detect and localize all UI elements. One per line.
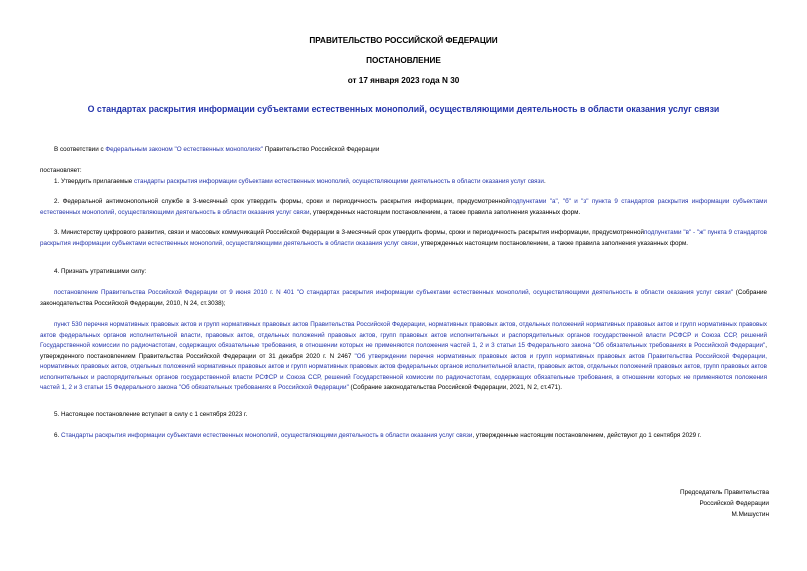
paragraph-2: [40, 197, 767, 218]
document-title: О стандартах раскрытия информации субъектами естественных монополий, осуществляющими деятельность в области оказания услуг связи: [87, 104, 720, 114]
link-standards[interactable]: стандарты раскрытия информации субъектами естественных монополий, осуществляющими деятельность в области оказания услуг связи: [134, 178, 544, 185]
p2-end: , утвержденных настоящим постановлением, а также правила заполнения указанных форм.: [309, 208, 581, 216]
p3-end: , утвержденных настоящим постановлением, а также правила заполнения указанных форм.: [417, 239, 689, 247]
link-subparagraphs-a-b-z[interactable]: подпунктами "а", "б" и "з" пункта 9 стандартов раскрытия информации субъектами естественных монополий, осуществляющими деятельность в области оказания услуг связи: [40, 198, 767, 216]
link-item-530[interactable]: пункт 530 перечня нормативных правовых актов и групп нормативных правовых актов Правительства Российской Федерации, нормативных правовых актов, отдельных положений нормативных правовых актов и групп нормативных правовых актов федеральных органов исполнительной власти, правовых актов, отдельных положений правовых актов, групп правовых актов исполнительных и распорядительных органов государственной власти РСФСР и Союза ССР, решений Государственной комиссии по радиочастотам, содержащих обязательные требования, в отношении которых не применяются положения частей 1, 2 и 3 статьи 15 Федерального закона "Об обязательных требованиях в Российской Федерации": [40, 321, 767, 349]
paragraph-1: [40, 177, 767, 188]
intro-text: В соответствии с: [54, 146, 106, 153]
link-resolution-2467[interactable]: "Об утверждении перечня нормативных правовых актов и групп нормативных правовых актов Правительства Российской Федерации, нормативных правовых актов, отдельных положений нормативных правовых актов и групп нормативных правовых актов федеральных органов исполнительной власти, правовых актов, отдельных положений правовых актов, групп правовых актов исполнительных и распорядительных органов государственной власти РСФСР и Союза ССР, решений Государственной комиссии по радиочастотам, содержащих обязательные требования, в отношении которых не применяются положения частей 1, 2 и 3 статьи 15 Федерального закона "Об обязательных требованиях в Российской Федерации": [40, 352, 768, 391]
p6-end: , утвержденные настоящим постановлением, действуют до 1 сентября 2029 г.: [472, 432, 702, 439]
signature-position: Председатель Правительства: [680, 489, 769, 496]
signature-country: Российской Федерации: [699, 500, 769, 507]
paragraph-4-item-1: [40, 288, 767, 309]
link-resolution-401[interactable]: постановление Правительства Российской Федерации от 9 июня 2010 г. N 401 "О стандартах раскрытия информации субъектами естественных монополий, осуществляющими деятельность в области оказания услуг связи": [54, 289, 733, 296]
paragraph-3: [40, 228, 767, 249]
signature-block: [569, 487, 769, 520]
intro-paragraph: [40, 145, 767, 156]
government-header: ПРАВИТЕЛЬСТВО РОССИЙСКОЙ ФЕДЕРАЦИИ: [309, 36, 498, 45]
p1-text: 1. Утвердить прилагаемые: [54, 178, 134, 185]
paragraph-5: 5. Настоящее постановление вступает в силу с 1 сентября 2023 г.: [54, 411, 248, 418]
p4b-end: (Собрание законодательства Российской Федерации, 2021, N 2, ст.471).: [348, 384, 562, 391]
paragraph-4-item-2: [40, 320, 767, 394]
link-subparagraphs-v-zh[interactable]: подпунктами "в" - "ж" пункта 9 стандартов раскрытия информации субъектами естественных монополий, осуществляющими деятельность в области оказания услуг связи: [40, 229, 767, 247]
p2-text: 2. Федеральной антимонопольной службе в 3-месячный срок утвердить формы, сроки и периодичность раскрытия информации, предусмотренной: [54, 198, 509, 205]
decree-word: постановляет:: [40, 167, 82, 174]
link-standards-2[interactable]: Стандарты раскрытия информации субъектами естественных монополий, осуществляющими деятельность в области оказания услуг связи: [61, 432, 473, 439]
p4a-end: (Собрание законодательства Российской Федерации, 2010, N 24, ст.3038);: [40, 289, 767, 307]
paragraph-4: 4. Признать утратившими силу:: [54, 268, 147, 275]
p6-text: 6.: [54, 432, 62, 439]
signature-name: М.Мишустин: [731, 511, 769, 518]
link-natural-monopolies-law[interactable]: Федеральным законом "О естественных монополиях": [105, 146, 264, 153]
paragraph-6: [40, 431, 767, 442]
p4b-mid: , утвержденного постановлением Правительства Российской Федерации от 31 декабря 2020 г. N 2467: [40, 342, 767, 360]
document-type: ПОСТАНОВЛЕНИЕ: [366, 56, 441, 65]
document-date-number: от 17 января 2023 года N 30: [347, 76, 460, 85]
intro-text-end: Правительство Российской Федерации: [263, 146, 380, 153]
p3-text: 3. Министерству цифрового развития, связи и массовых коммуникаций Российской Федерации в 3-месячный срок утвердить формы, сроки и периодичность раскрытия информации, предусмотренной: [54, 229, 645, 236]
p1-end: .: [543, 178, 546, 185]
